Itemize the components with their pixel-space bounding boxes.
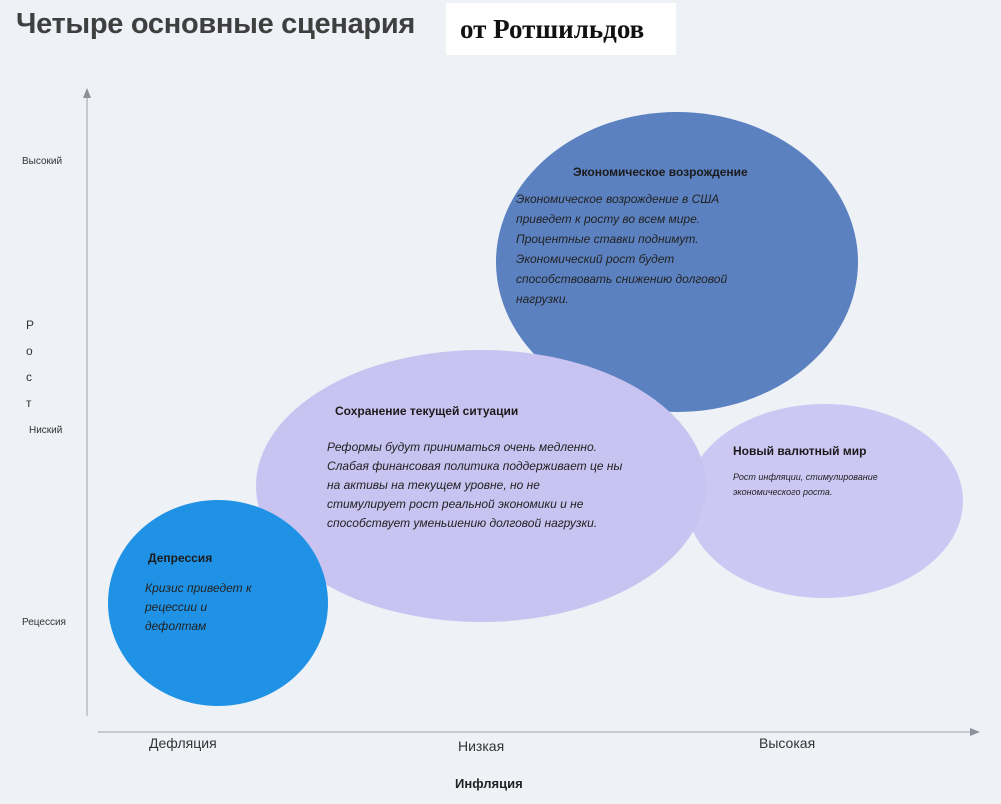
y-title-char-1: Р [26,318,35,332]
scenario-revival-line: способствовать снижению долговой [516,272,728,286]
scenario-status-quo-heading: Сохранение текущей ситуации [335,404,519,418]
y-axis-arrow [83,88,91,98]
x-axis-title: Инфляция [455,776,523,791]
scenario-currency-heading: Новый валютный мир [733,444,867,458]
scenario-depression-line: Кризис приведет к [145,581,252,595]
scenario-status-quo-line: способствует уменьшению долговой нагрузки. [327,516,598,530]
page-title: Четыре основные сценария [16,8,415,40]
scenario-currency-line: Рост инфляции, стимулирование [733,472,878,482]
scenario-revival [516,165,836,309]
scenario-status-quo-line: стимулирует рост реальной экономики и не [327,497,584,511]
x-tick-high: Высокая [759,735,816,751]
y-title-char-4: т [26,396,32,410]
scenario-depression-heading: Депрессия [148,551,213,565]
scenario-revival-line: Экономический рост будет [516,252,675,266]
scenario-revival-line: Экономическое возрождение в США [516,192,720,206]
y-tick-recession: Рецессия [22,617,66,628]
scenario-revival-heading: Экономическое возрождение [573,165,748,179]
scenario-status-quo-line: Слабая финансовая политика поддерживает це ны [327,459,623,473]
x-axis-arrow [970,728,980,736]
scenario-status-quo [327,404,717,533]
y-title-char-2: о [26,344,33,358]
scenario-revival-line: Процентные ставки поднимут. [516,232,699,246]
y-tick-low: Ниский [29,425,63,436]
y-title-char-3: с [26,370,32,384]
scenario-status-quo-line: на активы на текущем уровне, но не [327,478,540,492]
scenario-revival-line: приведет к росту во всем мире. [516,212,701,226]
scenario-currency-line: экономического роста. [733,487,833,497]
scenario-depression-line: дефолтам [145,619,207,633]
scenario-depression-line: рецессии и [145,600,208,614]
x-tick-deflation: Дефляция [149,735,217,751]
bubble-new-currency-world [686,404,963,598]
x-tick-low: Низкая [458,738,505,754]
y-tick-high: Высокий [22,156,63,167]
scenario-depression [145,551,305,636]
scenario-revival-line: нагрузки. [516,292,569,306]
scenario-new-currency-world [733,444,943,500]
scenario-status-quo-line: Реформы будут приниматься очень медленно. [327,440,597,454]
page-subtitle: от Ротшильдов [460,14,645,44]
